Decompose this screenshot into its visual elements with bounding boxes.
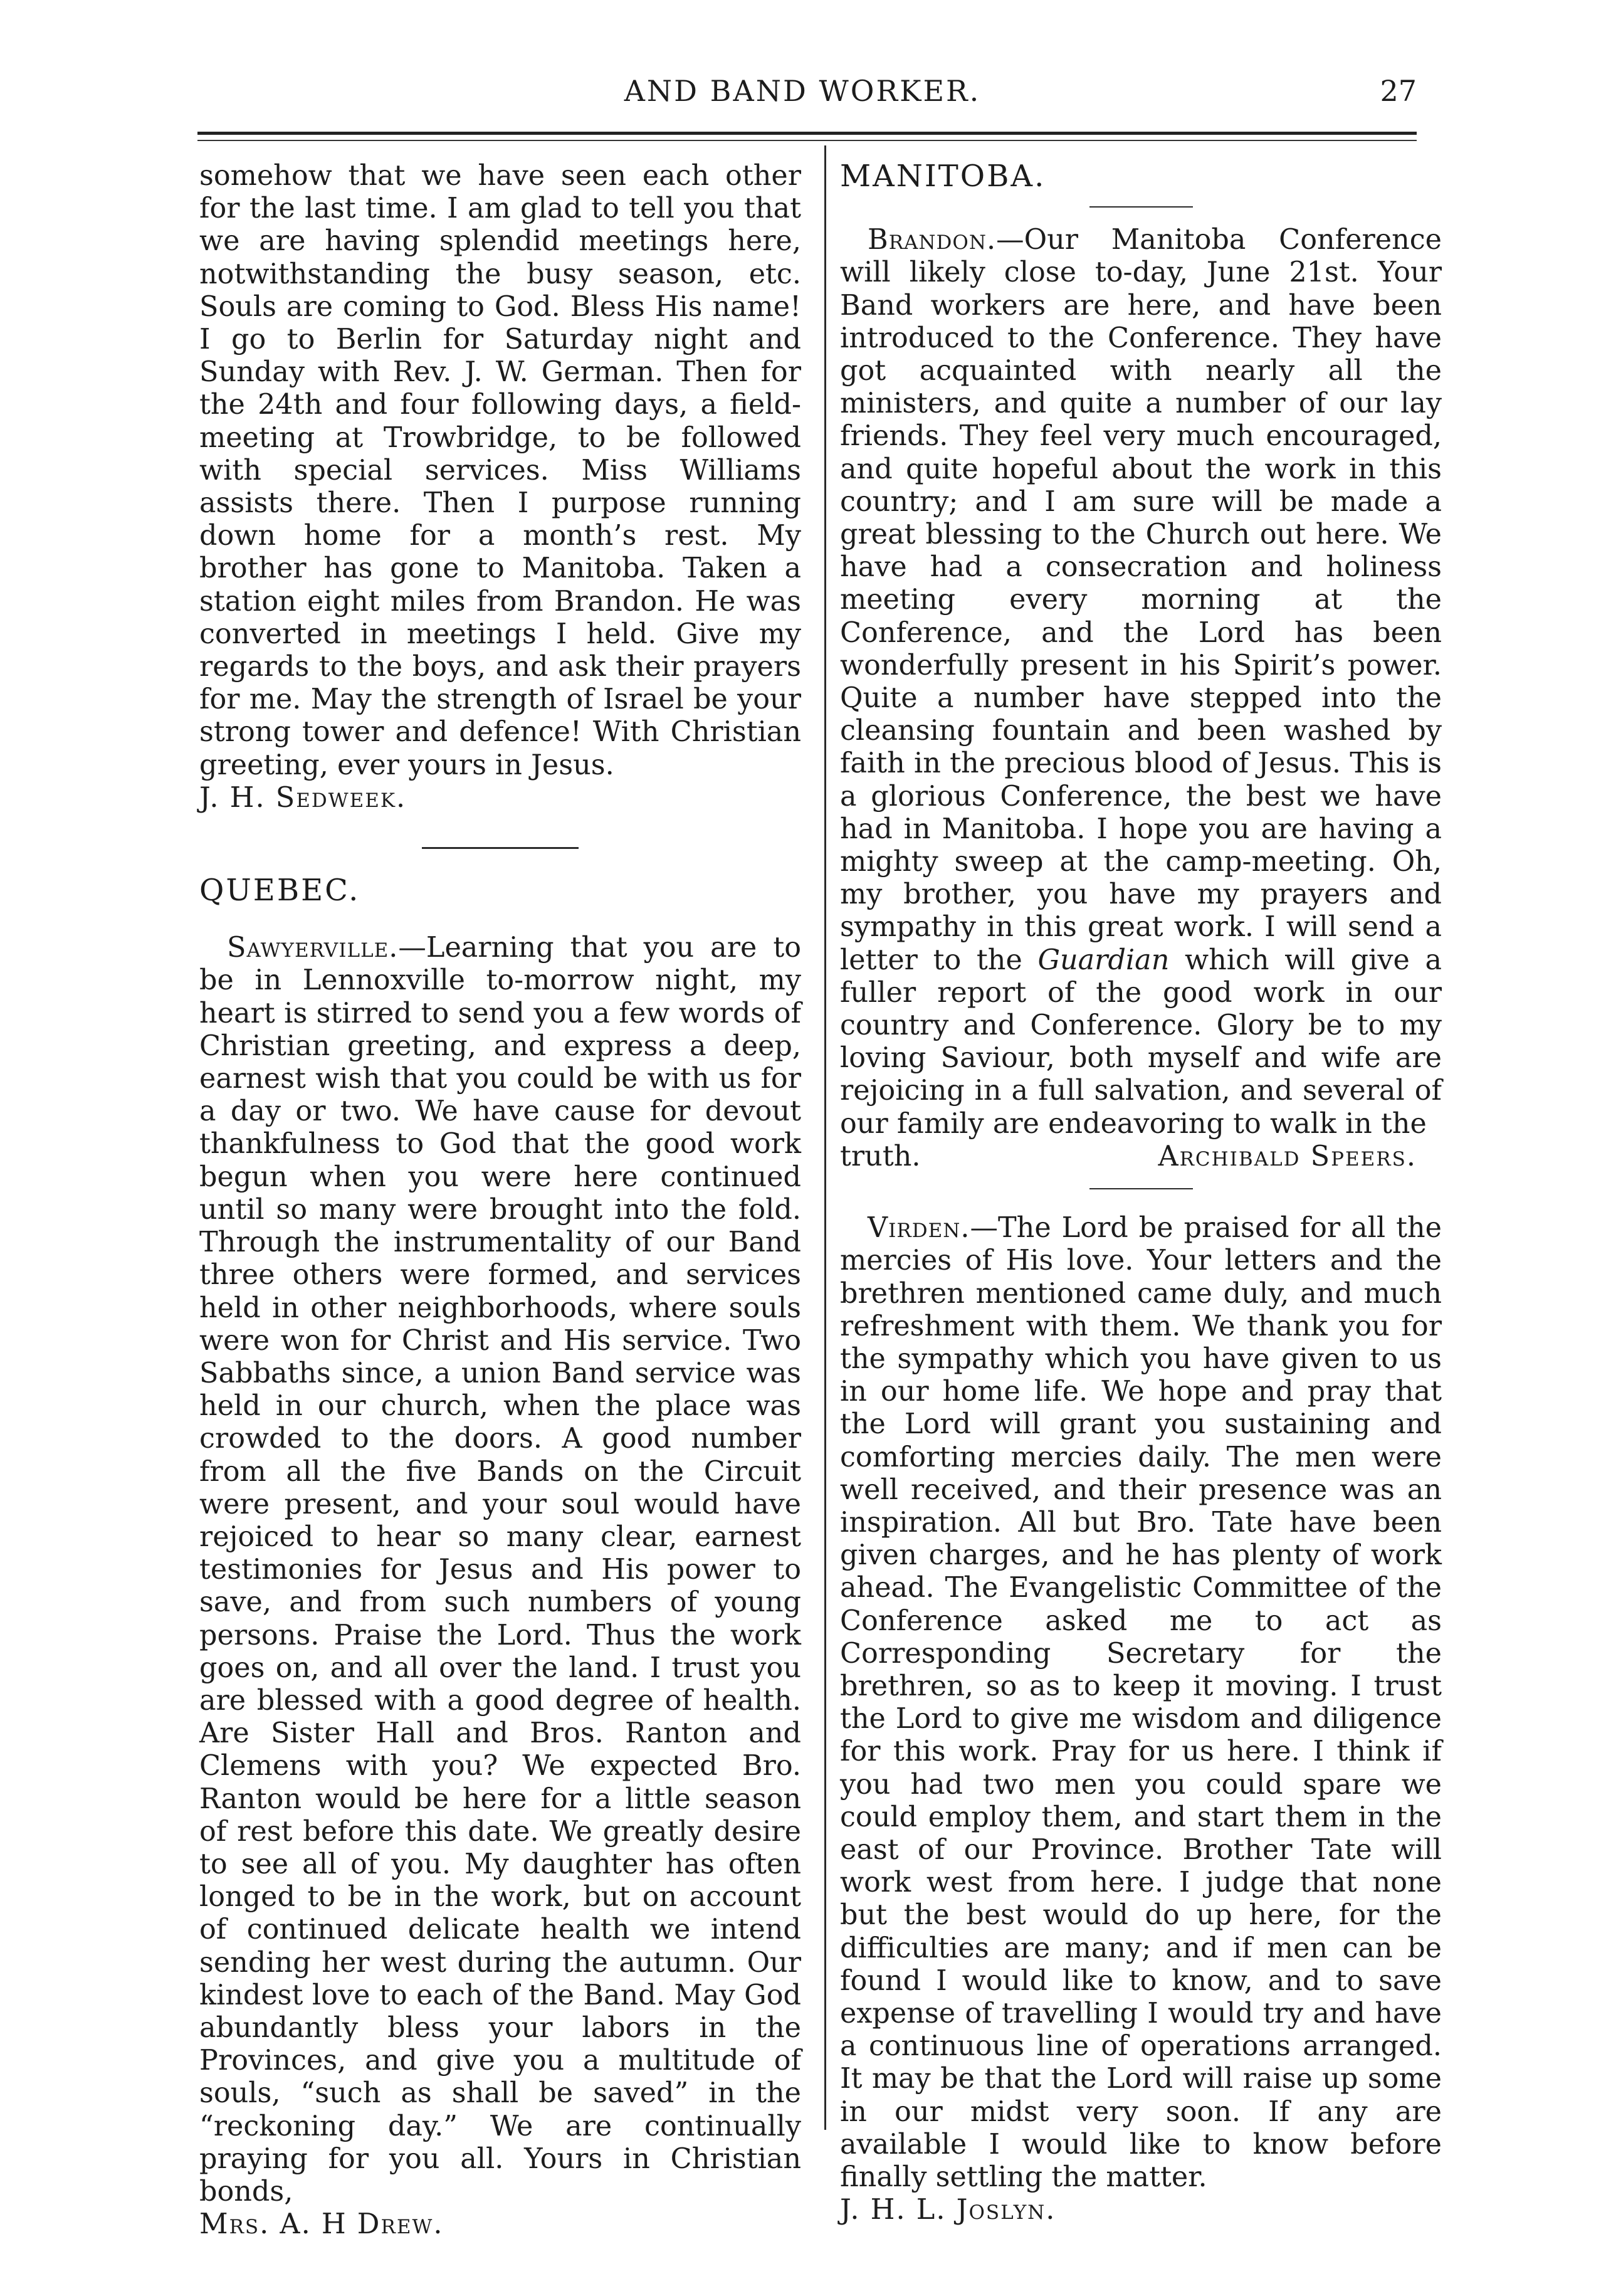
column-divider [824, 145, 826, 2130]
brandon-letter-text: —Our Manitoba Conference will likely close to-day, June 21st. Your Band workers are here, and have been introduced to the Conference. They have got acquainted with nearly all the ministers, and quite a number of our lay friends. They feel very much encouraged, and quite hopeful about the work in this country; and I am sure will be made a great blessing to the Church out here. We have had a consecration and holiness meeting every morning at the Conference, and the Lord has been wonderfully present in his Spirit’s power. Quite a number have stepped into the cleansing fountain and been washed by faith in the precious blood of Jesus. This is a glorious Conference, the best we have had in Manitoba. I hope you are having a mighty sweep at the camp-meeting. Oh, my brother, you have my prayers and sympathy in this great work. I will send a letter to the [840, 224, 1442, 976]
brandon-signature: Archibald Speers. [1158, 1140, 1417, 1172]
page-header [188, 74, 1417, 118]
header-rule [197, 132, 1417, 135]
place-name-sawyerville: Sawyerville. [227, 932, 399, 964]
right-column [840, 160, 1442, 2226]
brandon-letter-text-2: which will give a fuller report of the good work in our country and Conference. Glory be to my loving Saviour, both myself and wife are rejoicing in a full salvation, and several of our family are endeavoring to walk in the [840, 944, 1442, 1140]
running-title: AND BAND WORKER. [624, 74, 981, 108]
page-number: 27 [1380, 74, 1417, 108]
manitoba-heading: MANITOBA. [840, 159, 1046, 194]
header-rule-thin [197, 140, 1417, 141]
virden-letter [840, 1212, 1442, 2194]
left-column [199, 160, 801, 2241]
letter-signature: J. H. Sedweek. [199, 781, 407, 814]
continued-letter-text: somehow that we have seen each other for the last time. I am glad to tell you that we are having splendid meetings here, notwithstanding the busy season, etc. Souls are coming to God. Bless His name! I go to Berlin for Saturday night and Sunday with Rev. J. W. German. Then for the 24th and four following days, a field-meeting at Trowbridge, to be followed with special services. Miss Williams assists there. Then I purpose running down home for a month’s rest. My brother has gone to Manitoba. Taken a station eight miles from Brandon. He was converted in meetings I held. Give my regards to the boys, and ask their prayers for me. May the strength of Israel be your strong tower and defence! With Christian greeting, ever yours in Jesus. [199, 160, 801, 781]
virden-signature: J. H. L. Joslyn. [840, 2194, 1056, 2226]
quebec-heading: QUEBEC. [199, 873, 360, 908]
guardian-title: Guardian [1037, 944, 1170, 976]
brandon-letter [840, 224, 1442, 1140]
virden-letter-text: —The Lord be praised for all the mercies of His love. Your letters and the brethren mentioned came duly, and much refreshment with them. We thank you for the sympathy which you have given to us in our home life. We hope and pray that the Lord will grant you sustaining and comforting mercies daily. The men were well received, and their presence was an inspiration. All but Bro. Tate have been given charges, and he has plenty of work ahead. The Evangelistic Committee of the Conference asked me to act as Corresponding Secretary for the brethren, so as to keep it moving. I trust the Lord to give me wisdom and diligence for this work. Pray for us here. I think if you had two men you could spare we could employ them, and start them in the east of our Province. Brother Tate will work west from here. I judge that none but the best would do up here, for the difficulties are many; and if men can be found I would like to know, and to save expense of travelling I would try and have a continuous line of operations arranged. It may be that the Lord will raise up some in our midst very soon. If any are available I would like to know before finally settling the matter. [840, 1212, 1442, 2193]
brandon-signature-row [840, 1140, 1442, 1173]
quebec-signature: Mrs. A. H Drew. [199, 2208, 444, 2241]
place-name-brandon: Brandon. [868, 224, 997, 256]
quebec-letter [199, 932, 801, 2208]
place-name-virden: Virden. [868, 1212, 970, 1245]
brandon-last-word: truth. [840, 1140, 921, 1172]
quebec-letter-text: —Learning that you are to be in Lennoxville to-morrow night, my heart is stirred to send you a few words of Christian greeting, and express a deep, earnest wish that you could be with us for a day or two. We have cause for devout thankfulness to God that the good work begun when you were here continued until so many were brought into the fold. Through the instrumentality of our Band three others were formed, and services held in other neighborhoods, where souls were won for Christ and His service. Two Sabbaths since, a union Band service was held in our church, when the place was crowded to the doors. A good number from all the five Bands on the Circuit were present, and your soul would have rejoiced to hear so many clear, earnest testimonies for Jesus and His power to save, and from such numbers of young persons. Praise the Lord. Thus the work goes on, and all over the land. I trust you are blessed with a good degree of health. Are Sister Hall and Bros. Ranton and Clemens with you? We expected Bro. Ranton would be here for a little season of rest before this date. We greatly desire to see all of you. My daughter has often longed to be in the work, but on account of continued delicate health we intend sending her west during the autumn. Our kindest love to each of the Band. May God abundantly bless your labors in the Provinces, and give you a multitude of souls, “such as shall be saved” in the “reckoning day.” We are continually praying for you all. Yours in Christian bonds, [199, 932, 801, 2208]
